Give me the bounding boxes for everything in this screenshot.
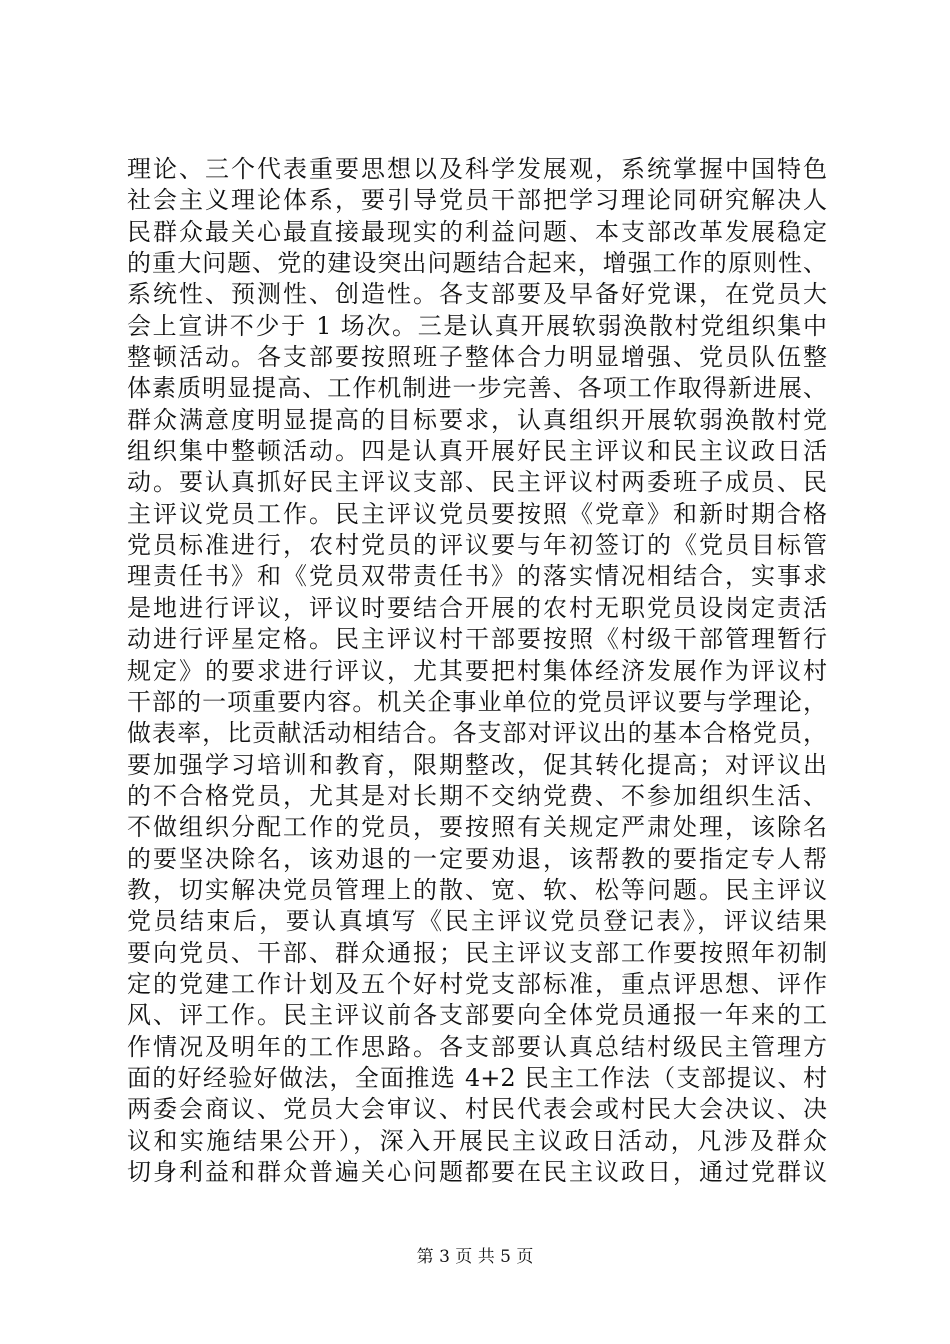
- text-line: 主评议党员工作。民主评议党员要按照《党章》和新时期合格: [127, 499, 827, 528]
- text-line: 动。要认真抓好民主评议支部、民主评议村两委班子成员、民: [127, 468, 827, 497]
- body-text: [127, 154, 827, 1188]
- text-line: 整顿活动。各支部要按照班子整体合力明显增强、党员队伍整: [127, 343, 827, 372]
- text-line: 系统性、预测性、创造性。各支部要及早备好党课，在党员大: [127, 280, 827, 309]
- text-line: 理论、三个代表重要思想以及科学发展观，系统掌握中国特色: [127, 155, 827, 183]
- text-line: 风、评工作。民主评议前各支部要向全体党员通报一年来的工: [127, 1001, 827, 1030]
- text-line: 教，切实解决党员管理上的散、宽、软、松等问题。民主评议: [127, 875, 827, 904]
- text-line: 是地进行评议，评议时要结合开展的农村无职党员设岗定责活: [127, 593, 827, 622]
- text-line: 的不合格党员，尤其是对长期不交纳党费、不参加组织生活、: [127, 781, 827, 810]
- text-line: 的重大问题、党的建设突出问题结合起来，增强工作的原则性、: [127, 249, 827, 278]
- text-line: 理责任书》和《党员双带责任书》的落实情况相结合，实事求: [127, 562, 827, 591]
- text-line: 民群众最关心最直接最现实的利益问题、本支部改革发展稳定: [127, 217, 827, 246]
- text-line: 社会主义理论体系，要引导党员干部把学习理论同研究解决人: [127, 186, 827, 215]
- text-line: 会上宣讲不少于 1 场次。三是认真开展软弱涣散村党组织集中: [127, 311, 827, 340]
- text-line: 党员标准进行，农村党员的评议要与年初签订的《党员目标管: [127, 531, 827, 560]
- text-line: 规定》的要求进行评议，尤其要把村集体经济发展作为评议村: [127, 656, 827, 685]
- text-line: 两委会商议、党员大会审议、村民代表会或村民大会决议、决: [127, 1095, 827, 1124]
- text-line: 切身利益和群众普遍关心问题都要在民主议政日，通过党群议: [127, 1158, 827, 1186]
- text-line: 议和实施结果公开），深入开展民主议政日活动，凡涉及群众: [127, 1126, 827, 1155]
- text-line: 要向党员、干部、群众通报；民主评议支部工作要按照年初制: [127, 938, 827, 967]
- text-line: 不做组织分配工作的党员，要按照有关规定严肃处理，该除名: [127, 813, 827, 842]
- text-line: 的要坚决除名，该劝退的一定要劝退，该帮教的要指定专人帮: [127, 844, 827, 873]
- page-footer: 第 3 页 共 5 页: [416, 1247, 534, 1267]
- text-line: 作情况及明年的工作思路。各支部要认真总结村级民主管理方: [127, 1032, 827, 1061]
- text-line: 面的好经验好做法，全面推选 4+2 民主工作法（支部提议、村: [127, 1063, 827, 1092]
- text-line: 做表率，比贡献活动相结合。各支部对评议出的基本合格党员，: [127, 719, 827, 748]
- text-line: 动进行评星定格。民主评议村干部要按照《村级干部管理暂行: [127, 625, 827, 654]
- text-line: 组织集中整顿活动。四是认真开展好民主评议和民主议政日活: [127, 437, 827, 466]
- text-line: 定的党建工作计划及五个好村党支部标准，重点评思想、评作: [127, 969, 827, 998]
- text-line: 体素质明显提高、工作机制进一步完善、各项工作取得新进展、: [127, 374, 827, 403]
- text-line: 干部的一项重要内容。机关企事业单位的党员评议要与学理论，: [127, 687, 827, 716]
- text-line: 党员结束后，要认真填写《民主评议党员登记表》，评议结果: [127, 907, 827, 936]
- text-line: 要加强学习培训和教育，限期整改，促其转化提高；对评议出: [127, 750, 827, 779]
- text-line: 群众满意度明显提高的目标要求，认真组织开展软弱涣散村党: [127, 405, 827, 434]
